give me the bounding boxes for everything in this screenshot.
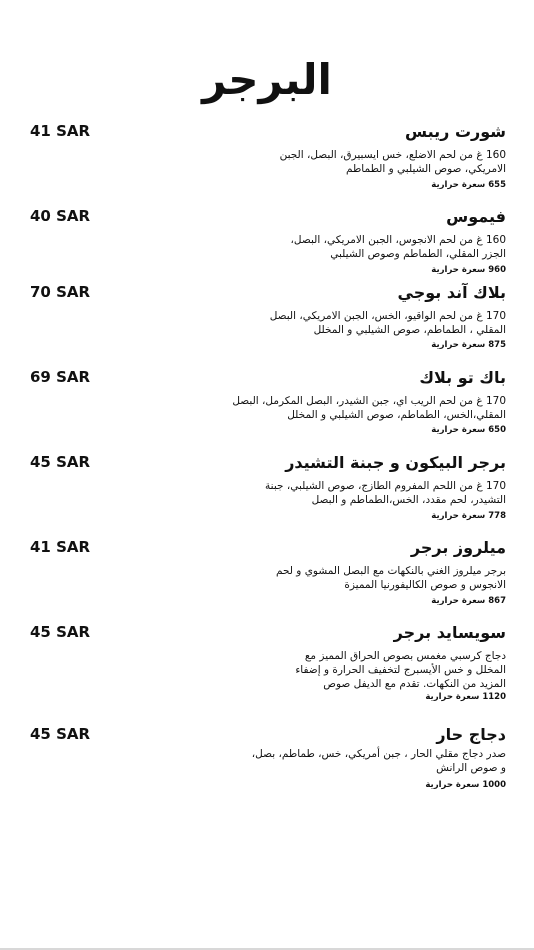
item-name: برجر البيكون و جبنة التشيدر [285,453,506,472]
item-price: 41 SAR [30,538,91,556]
item-price: 69 SAR [30,368,91,386]
item-calories: 875 سعرة حرارية [431,340,506,350]
item-name: فيموس [446,207,506,226]
item-description: 170 غ من لحم الريب اي، جبن الشيدر، البصل المكرمل، البصل المقلي،الخس، الطماطم، صوص الشيلبي و المخلل [232,395,506,421]
menu-item-suicide-burger [0,621,534,701]
item-name: دجاج حار [436,725,506,744]
item-calories: 655 سعرة حرارية [431,180,506,190]
item-price: 45 SAR [30,623,91,641]
item-name: ميلروز برجر [410,538,506,557]
item-name: شورت ريبس [405,122,506,141]
item-price: 45 SAR [30,453,91,471]
item-description: دجاج كرسبي مغمس بصوص الحراق المميز مع المخلل و خس الأيسبرج لتخفيف الحرارة و إضفاء المزيد من النكهات. تقدم مع الديفل صوص [295,650,506,690]
item-price: 41 SAR [30,122,91,140]
item-description: 160 غ من لحم الاضلع، خس ايسبيرق، البصل، الجبن الامريكي، صوص الشيلبي و الطماطم [279,149,506,175]
item-calories: 960 سعرة حرارية [431,265,506,275]
page-title: البرجر [202,55,332,104]
item-name: بلاك آند بوجي [397,283,506,302]
menu-item-black-and-boujee [0,281,534,361]
item-calories: 1000 سعرة حرارية [425,780,506,790]
item-description: 170 غ من اللحم المفروم الطازج، صوص الشيلبي، جبنة التشيدر، لحم مقدد، الخس،الطماطم و البصل [265,480,506,506]
menu-item-melrose-burger [0,536,534,616]
item-price: 40 SAR [30,207,91,225]
item-price: 45 SAR [30,725,91,743]
item-description: 170 غ من لحم الواقيو، الخس، الجبن الامريكي، البصل المقلي ، الطماطم، صوص الشيلبي و المخلل [269,310,506,336]
item-name: باك تو بلاك [419,368,506,387]
item-description: برجر ميلروز الغني بالنكهات مع البصل المشوي و لحم الانجوس و صوص الكاليفورنيا المميزة [275,565,506,591]
menu-item-spicy-chicken [0,721,534,801]
item-calories: 778 سعرة حرارية [431,511,506,521]
menu-item-short-ribs [0,120,534,200]
item-calories: 867 سعرة حرارية [431,596,506,606]
item-price: 70 SAR [30,283,91,301]
item-name: سويسايد برجر [393,623,506,642]
item-description: صدر دجاج مقلي الحار ، جبن أمريكي، خس، طماطم، بصل، و صوص الرانش [251,748,506,774]
item-calories: 650 سعرة حرارية [431,425,506,435]
item-description: 160 غ من لحم الانجوس، الجبن الامريكي، البصل، الجزر المقلي، الطماطم وصوص الشيلبي [290,234,506,260]
item-calories: 1120 سعرة حرارية [425,692,506,702]
menu-item-famous [0,205,534,285]
menu-item-bacon-cheddar-burger [0,451,534,531]
menu-item-back-to-black [0,366,534,446]
